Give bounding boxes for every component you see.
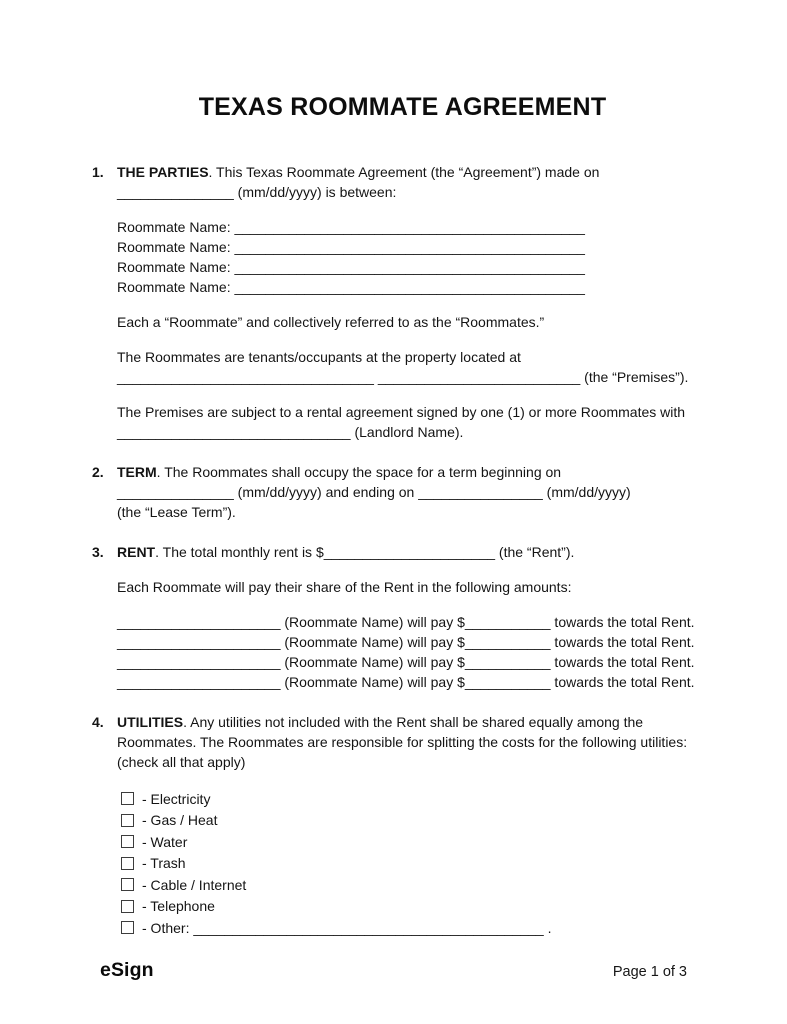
roommate-name-line: Roommate Name: _____________________________________________	[117, 279, 585, 295]
utilities-intro-line-2: Roommates. The Roommates are responsible for splitting the costs for the following utilities:	[117, 734, 688, 750]
term-intro-line-1	[117, 462, 713, 482]
utility-option-water	[117, 831, 713, 853]
utility-option-other	[117, 917, 713, 939]
esign-logo: eSign	[100, 959, 154, 981]
premises-address-blank-line: _________________________________ __________________________ (the “Premises”).	[117, 369, 689, 385]
document-title: TEXAS ROOMMATE AGREEMENT	[198, 93, 607, 121]
utility-option-gas-heat	[117, 810, 713, 832]
section-heading-rest: . The total monthly rent is $______________________ (the “Rent”).	[155, 544, 575, 560]
landlord-name-blank-line: ______________________________ (Landlord Name).	[117, 424, 464, 440]
section-heading: THE PARTIES	[117, 164, 209, 180]
roommate-name-line: Roommate Name: _____________________________________________	[117, 239, 585, 255]
rent-share-line: _____________________ (Roommate Name) will pay $___________ towards the total Rent.	[117, 674, 695, 690]
premises-line-1: The Roommates are tenants/occupants at the property located at	[117, 349, 521, 365]
utility-option-telephone	[117, 896, 713, 918]
rent-share-line: _____________________ (Roommate Name) will pay $___________ towards the total Rent.	[117, 614, 695, 630]
utility-option-label: - Gas / Heat	[142, 812, 218, 829]
checkbox-icon[interactable]	[121, 857, 134, 870]
page-number-indicator: Page 1 of 3	[612, 964, 687, 980]
section-number: 1.	[92, 164, 104, 180]
roommate-name-line: Roommate Name: _____________________________________________	[117, 259, 585, 275]
section-heading-rest: . Any utilities not included with the Rent shall be shared equally among the	[183, 714, 644, 730]
each-roommate-clause: Each a “Roommate” and collectively referred to as the “Roommates.”	[117, 314, 545, 330]
checkbox-icon[interactable]	[121, 900, 134, 913]
section-heading-rest: . The Roommates shall occupy the space for a term beginning on	[156, 464, 562, 480]
lease-term-clause: (the “Lease Term”).	[117, 504, 236, 520]
checkbox-icon[interactable]	[121, 878, 134, 891]
utility-option-label: - Telephone	[142, 898, 215, 915]
section-term	[92, 462, 713, 522]
term-dates-blank-line: _______________ (mm/dd/yyyy) and ending on ________________ (mm/dd/yyyy)	[117, 484, 631, 500]
utility-option-cable-internet	[117, 874, 713, 896]
rent-share-line: _____________________ (Roommate Name) will pay $___________ towards the total Rent.	[117, 634, 695, 650]
utility-option-label: - Cable / Internet	[142, 876, 247, 893]
utility-option-trash	[117, 853, 713, 875]
section-heading: RENT	[117, 544, 156, 560]
checkbox-icon[interactable]	[121, 921, 134, 934]
checkbox-icon[interactable]	[121, 835, 134, 848]
page-footer	[100, 960, 687, 982]
parties-intro-line-1	[117, 162, 713, 182]
rent-intro-line	[117, 542, 713, 562]
utility-option-label: - Electricity	[142, 790, 211, 807]
utilities-checklist	[117, 788, 713, 939]
utility-option-label: - Other: _____________________________________________ .	[142, 919, 552, 936]
section-heading: TERM	[117, 464, 157, 480]
utility-option-label: - Water	[142, 833, 188, 850]
utility-option-label: - Trash	[142, 855, 186, 872]
section-heading-rest: . This Texas Roommate Agreement (the “Agreement”) made on	[208, 164, 600, 180]
section-number: 4.	[92, 714, 104, 730]
utility-option-electricity	[117, 788, 713, 810]
section-the-parties	[92, 162, 713, 442]
rent-share-intro: Each Roommate will pay their share of the Rent in the following amounts:	[117, 579, 572, 595]
roommate-name-line: Roommate Name: _____________________________________________	[117, 219, 585, 235]
rent-share-line: _____________________ (Roommate Name) will pay $___________ towards the total Rent.	[117, 654, 695, 670]
checkbox-icon[interactable]	[121, 814, 134, 827]
landlord-line-1: The Premises are subject to a rental agreement signed by one (1) or more Roommates with	[117, 404, 686, 420]
section-rent	[92, 542, 713, 692]
parties-date-blank-line: _______________ (mm/dd/yyyy) is between:	[117, 184, 397, 200]
section-number: 3.	[92, 544, 104, 560]
checkbox-icon[interactable]	[121, 792, 134, 805]
utilities-check-all-note: (check all that apply)	[117, 754, 246, 770]
section-number: 2.	[92, 464, 104, 480]
section-heading: UTILITIES	[117, 714, 184, 730]
section-utilities	[92, 712, 713, 939]
utilities-intro-line-1	[117, 712, 713, 732]
